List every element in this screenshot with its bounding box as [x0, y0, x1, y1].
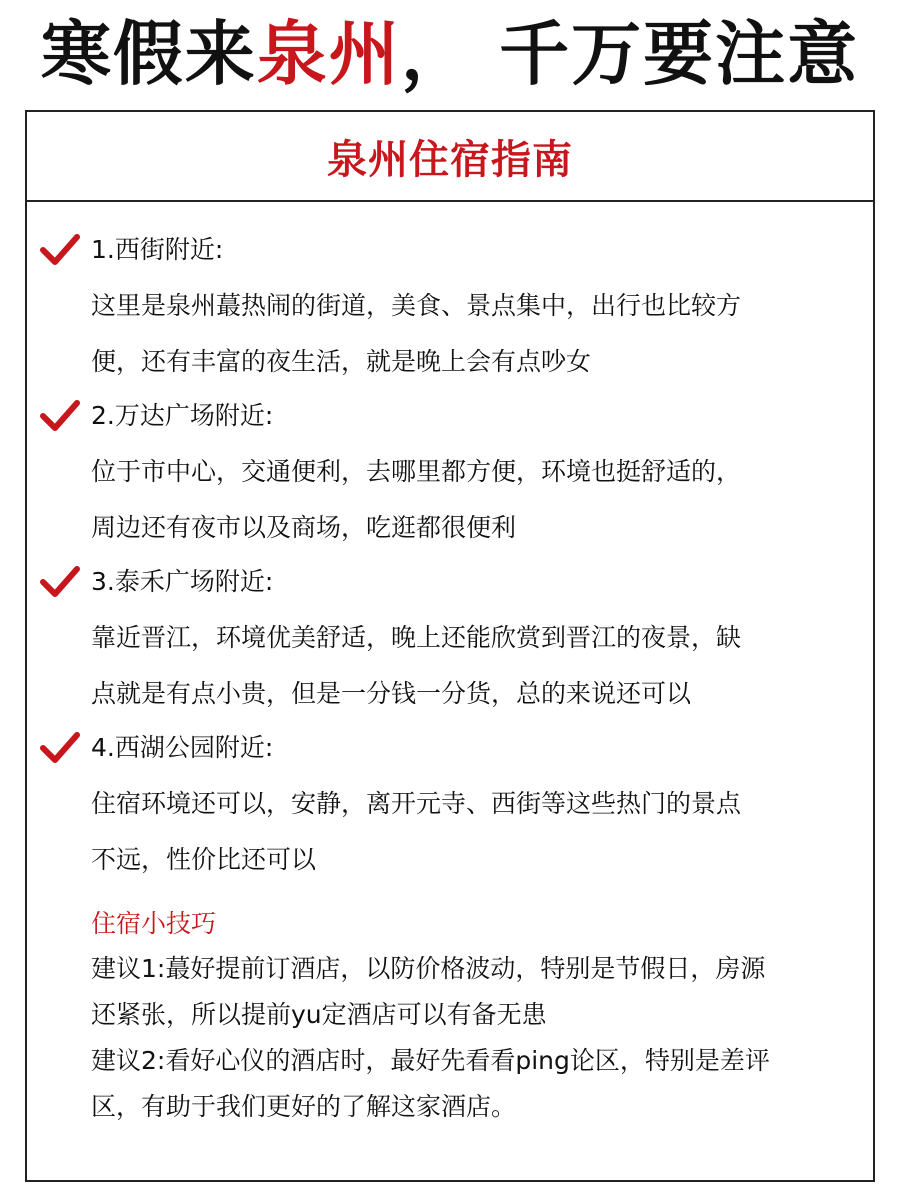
page-title-part1: 寒假来 — [40, 12, 257, 95]
page-title — [0, 8, 900, 100]
checkmark-icon — [40, 731, 80, 765]
section-body — [91, 776, 851, 888]
guide-card-title: 泉州住宿指南 — [327, 135, 573, 183]
page-title-part2: ， 千万要注意 — [400, 12, 860, 95]
checkmark-icon — [40, 565, 80, 599]
tips-title: 住宿小技巧 — [91, 909, 217, 938]
section-title: 4.西湖公园附近: — [91, 733, 274, 762]
section-title: 1.西街附近: — [91, 235, 224, 264]
tip-line: 建议2:看好心仪的酒店时，最好先看看ping论区，特别是差评 — [91, 1046, 770, 1075]
section-line: 不远，性价比还可以 — [91, 845, 317, 874]
section-line: 便，还有丰富的夜生活，就是晚上会有点吵女 — [91, 347, 592, 376]
section-line: 位于市中心，交通便利，去哪里都方便，环境也挺舒适的， — [91, 457, 742, 486]
tip-line: 还紧张，所以提前yu定酒店可以有备无患 — [91, 1000, 547, 1029]
section-line: 周边还有夜市以及商场，吃逛都很便利 — [91, 513, 517, 542]
guide-card — [25, 110, 875, 1182]
tip-item — [91, 946, 871, 1038]
section-body — [91, 278, 851, 390]
section-body — [91, 610, 851, 722]
section-line: 住宿环境还可以，安静，离开元寺、西街等这些热门的景点 — [91, 789, 742, 818]
section-title: 3.泰禾广场附近: — [91, 567, 274, 596]
guide-card-header — [27, 112, 873, 202]
page-title-highlight: 泉州 — [256, 12, 401, 95]
checkmark-icon — [40, 233, 80, 267]
tip-line: 区，有助于我们更好的了解这家酒店。 — [91, 1092, 517, 1121]
tip-line: 建议1:蕞好提前订酒店，以防价格波动，特别是节假日，房源 — [91, 954, 766, 983]
section-title: 2.万达广场附近: — [91, 401, 274, 430]
section-line: 点就是有点小贵，但是一分钱一分货，总的来说还可以 — [91, 679, 692, 708]
tip-item — [91, 1038, 871, 1130]
section-line: 这里是泉州蕞热闹的街道，美食、景点集中，出行也比较方 — [91, 291, 742, 320]
tips-section — [91, 902, 871, 1130]
section-line: 靠近晋江，环境优美舒适，晚上还能欣赏到晋江的夜景，缺 — [91, 623, 742, 652]
checkmark-icon — [40, 399, 80, 433]
section-body — [91, 444, 851, 556]
